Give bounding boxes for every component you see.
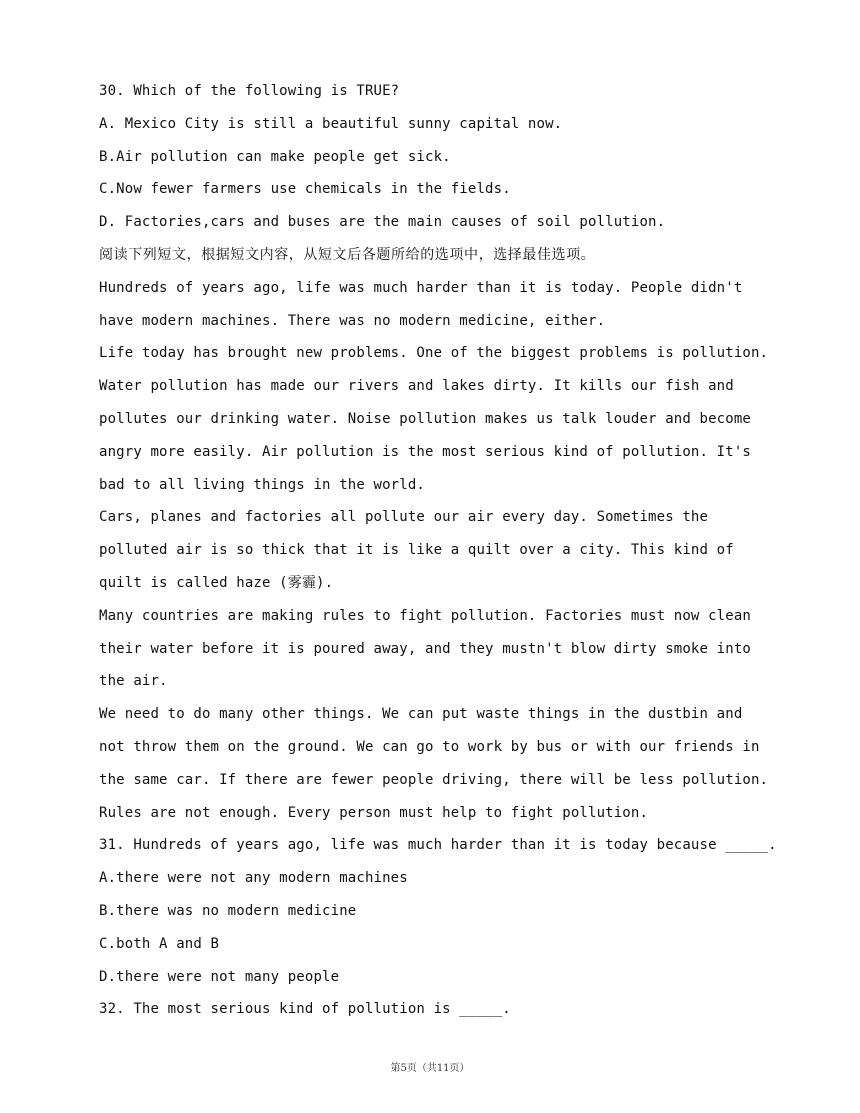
passage-line: the air. (99, 673, 168, 690)
question-31-option-c: C.both A and B (99, 935, 220, 952)
passage-line: Cars, planes and factories all pollute our air every day. Sometimes the (99, 509, 709, 526)
question-30-option-c: C.Now fewer farmers use chemicals in the fields. (99, 181, 511, 198)
passage-line: Life today has brought new problems. One of the biggest problems is pollution. (99, 345, 769, 362)
question-30-stem: 30. Which of the following is TRUE? (99, 83, 400, 99)
question-31-stem: 31. Hundreds of years ago, life was much harder than it is today because _____. (99, 837, 777, 854)
question-31-option-a: A.there were not any modern machines (99, 870, 408, 887)
passage-line: quilt is called haze (雾霾). (99, 574, 334, 591)
passage-line: We need to do many other things. We can put waste things in the dustbin and (99, 706, 743, 723)
question-31-option-b: B.there was no modern medicine (99, 902, 357, 919)
passage-line: their water before it is poured away, and they mustn't blow dirty smoke into (99, 640, 751, 657)
passage-line: angry more easily. Air pollution is the most serious kind of pollution. It's (99, 443, 751, 460)
passage-line: the same car. If there are fewer people driving, there will be less pollution. (99, 771, 769, 788)
passage-line: polluted air is so thick that it is like a quilt over a city. This kind of (99, 542, 734, 559)
document-body (99, 79, 777, 1030)
passage-line: Rules are not enough. Every person must help to fight pollution. (99, 804, 649, 821)
passage-line: not throw them on the ground. We can go to work by bus or with our friends in (99, 738, 760, 755)
question-32-stem: 32. The most serious kind of pollution is _____. (99, 1001, 511, 1018)
question-31-option-d: D.there were not many people (99, 968, 340, 985)
passage-line: Water pollution has made our rivers and lakes dirty. It kills our fish and (99, 378, 734, 395)
section-instruction: 阅读下列短文，根据短文内容，从短文后各题所给的选项中，选择最佳选项。 (99, 246, 596, 263)
question-30-option-a: A. Mexico City is still a beautiful sunny capital now. (99, 115, 563, 132)
passage-line: Hundreds of years ago, life was much harder than it is today. People didn't (99, 279, 743, 296)
passage-line: bad to all living things in the world. (99, 476, 425, 493)
question-30-option-b: B.Air pollution can make people get sick. (99, 148, 451, 165)
passage-line: pollutes our drinking water. Noise pollution makes us talk louder and become (99, 410, 751, 427)
passage-line: Many countries are making rules to fight pollution. Factories must now clean (99, 607, 751, 624)
passage-line: have modern machines. There was no modern medicine, either. (99, 312, 606, 329)
page-number-footer: 第5页（共11页） (390, 1063, 470, 1074)
question-30-option-d: D. Factories,cars and buses are the main causes of soil pollution. (99, 214, 666, 231)
